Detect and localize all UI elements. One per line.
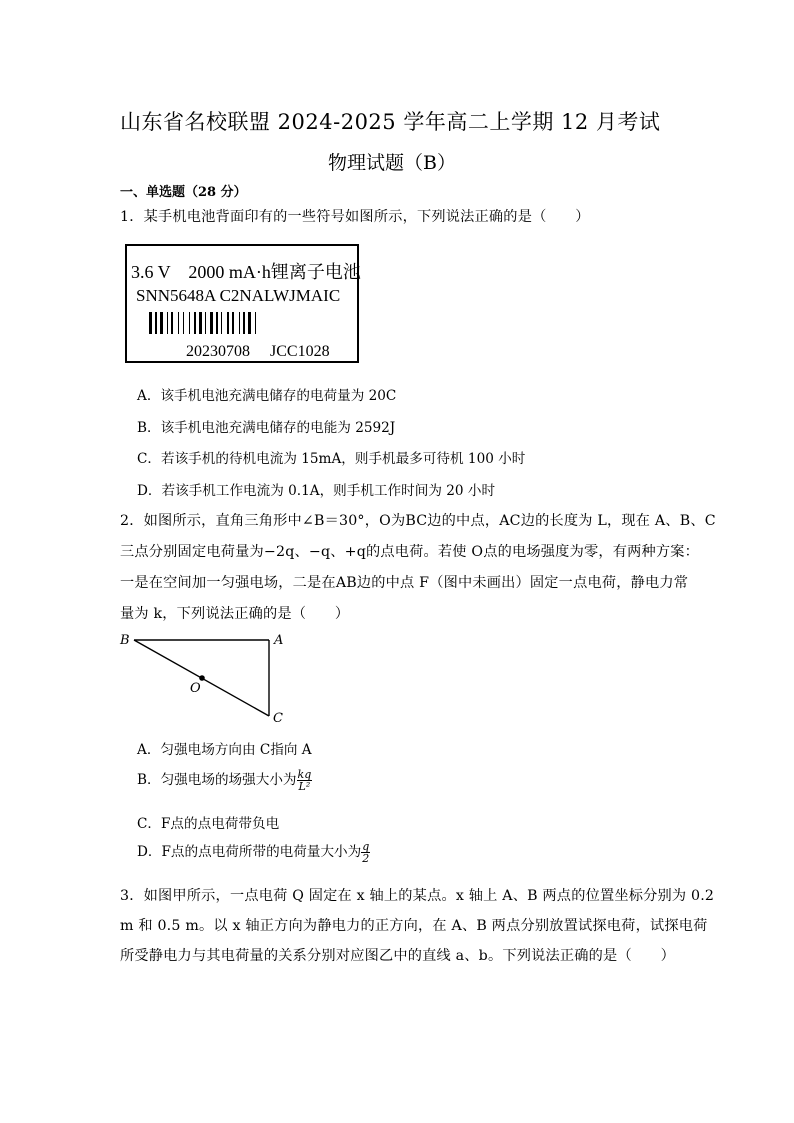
frac-numerator: kq — [297, 768, 312, 781]
section-heading: 一、单选题（28 分） — [120, 185, 247, 200]
q3-stem-line1: 3．如图甲所示，一点电荷 Q 固定在 x 轴上的某点。x 轴上 A、B 两点的位置坐标分别为 0.2 — [120, 888, 715, 904]
frac-denominator: 2 — [362, 852, 370, 865]
barcode-image — [149, 312, 331, 334]
q3-stem-line3: 所受静电力与其电荷量的关系分别对应图乙中的直线 a、b。下列说法正确的是（ ） — [120, 948, 675, 964]
q1-stem: 1．某手机电池背面印有的一些符号如图所示，下列说法正确的是（ ） — [120, 209, 590, 225]
battery-label-line1: 3.6 V 2000 mA·h锂离子电池 — [131, 262, 361, 282]
q2-option-b: B．匀强电场的场强大小为 — [137, 772, 297, 788]
q2-option-b-row — [137, 768, 312, 792]
battery-label-line2: SNN5648A C2NALWJMAIC — [136, 286, 341, 305]
battery-label-line4: 20230708 JCC1028 — [186, 343, 330, 360]
q1-option-b: B．该手机电池充满电储存的电能为 2592J — [137, 420, 396, 436]
q1-option-a: A．该手机电池充满电储存的电荷量为 20C — [137, 388, 397, 404]
triangle-figure — [115, 630, 295, 730]
q1-option-c: C．若该手机的待机电流为 15mA，则手机最多可待机 100 小时 — [137, 451, 526, 467]
q2-option-c: C．F点的点电荷带负电 — [137, 816, 280, 832]
vertex-label-a: A — [274, 633, 284, 648]
frac-denominator: L² — [298, 780, 311, 793]
exam-title: 山东省名校联盟 2024-2025 学年高二上学期 12 月考试 — [120, 110, 661, 134]
vertex-label-b: B — [120, 633, 130, 648]
q2-option-d-fraction — [361, 841, 370, 864]
battery-label-figure — [125, 244, 359, 363]
q2-stem-line1: 2．如图所示，直角三角形中∠B＝30°，O为BC边的中点，AC边的长度为 L，现在 A、B、C — [120, 513, 716, 529]
q2-stem-line4: 量为 k，下列说法正确的是（ ） — [120, 606, 350, 622]
q2-option-d-row — [137, 840, 370, 864]
q2-option-b-fraction — [297, 769, 313, 792]
vertex-label-c: C — [273, 711, 283, 726]
q2-option-d: D．F点的点电荷所带的电荷量大小为 — [137, 844, 362, 860]
q2-stem-line2: 三点分别固定电荷量为−2q、−q、+q的点电荷。若使 O点的电场强度为零，有两种方案： — [120, 544, 700, 560]
q3-stem-line2: m 和 0.5 m。以 x 轴正方向为静电力的正方向，在 A、B 两点分别放置试探电荷，试探电荷 — [120, 918, 708, 934]
frac-numerator: q — [362, 840, 370, 853]
q2-stem-line3: 一是在空间加一匀强电场，二是在AB边的中点 F（图中未画出）固定一点电荷，静电力常 — [120, 575, 689, 591]
vertex-label-o: O — [190, 681, 201, 696]
q1-option-d: D．若该手机工作电流为 0.1A，则手机工作时间为 20 小时 — [137, 483, 496, 499]
q2-option-a: A．匀强电场方向由 C指向 A — [137, 742, 312, 758]
point-o-marker — [199, 675, 205, 681]
exam-subtitle: 物理试题（B） — [328, 152, 456, 174]
